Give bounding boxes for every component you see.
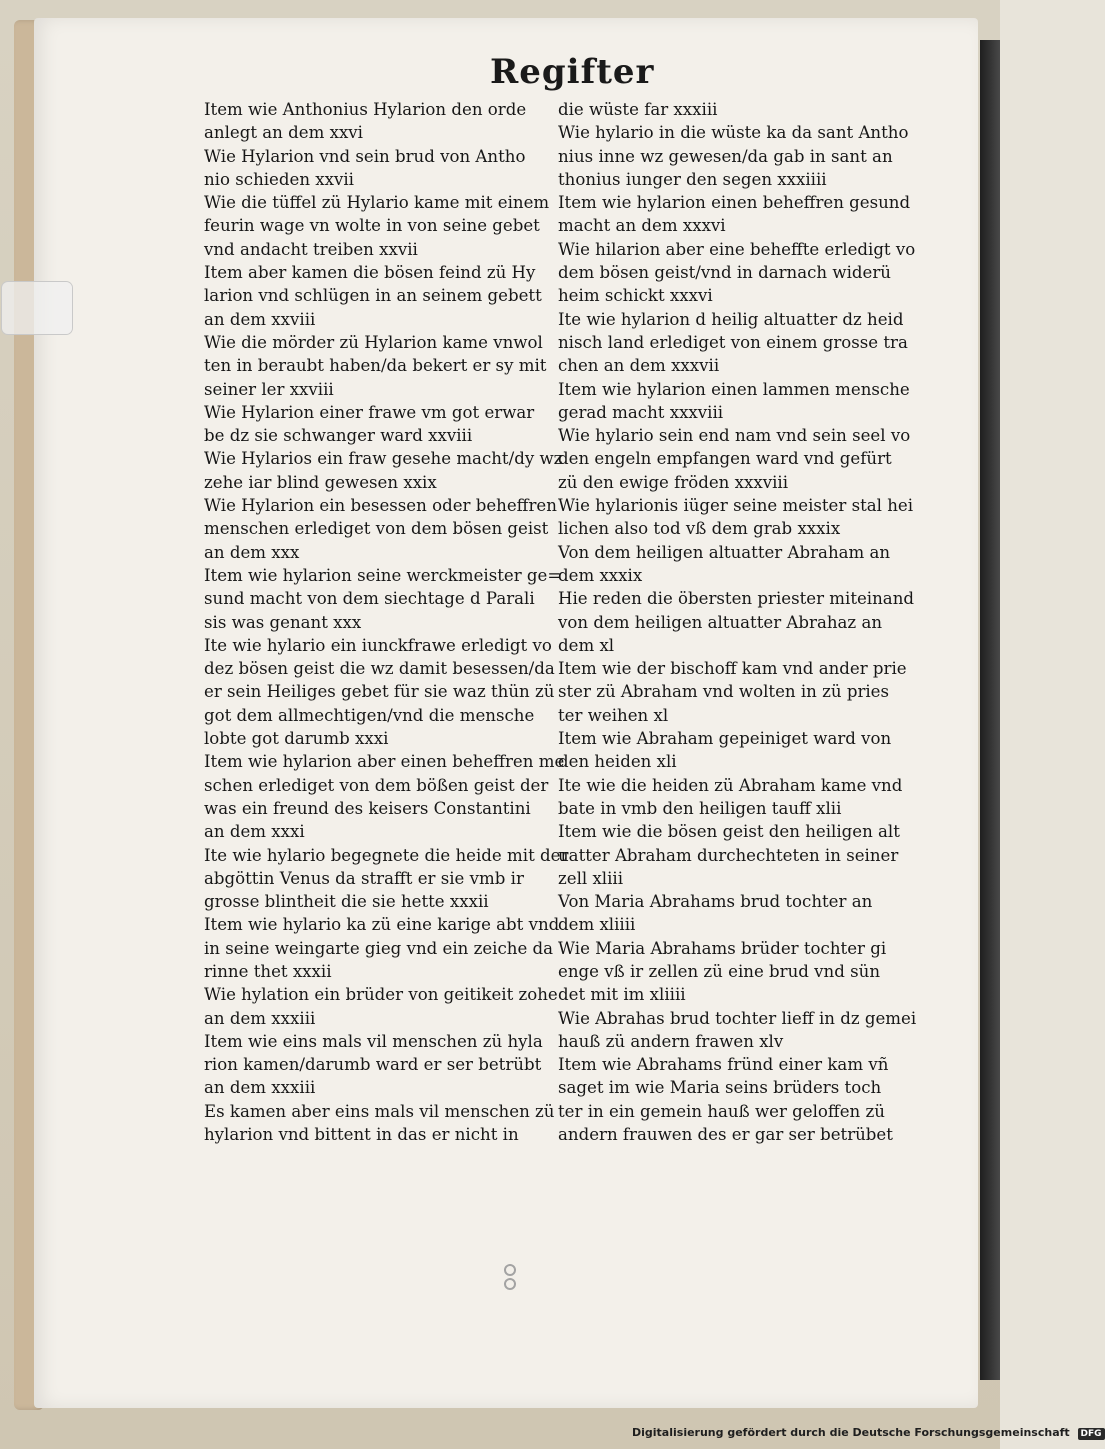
register-line: det mit im xliiii [558, 985, 686, 1005]
register-line: an dem xxviii [204, 309, 316, 329]
register-line: be dz sie schwanger ward xxviii [204, 426, 473, 446]
register-line: Item wie die bösen geist den heiligen alt [558, 822, 900, 842]
register-line: Item wie der bischoff kam vnd ander prie [558, 659, 907, 679]
register-line: rion kamen/darumb ward er ser betrübt [204, 1055, 542, 1075]
register-line: Von Maria Abrahams brud tochter an [558, 892, 873, 912]
register-line: Item wie hylarion aber einen beheffren me [204, 752, 565, 772]
register-line: den heiden xli [558, 752, 677, 772]
register-line: Ite wie hylario ein iunckfrawe erledigt vo [204, 635, 552, 655]
register-line: Item wie hylario ka zü eine karige abt vnd [204, 915, 560, 935]
register-line: uatter Abraham durchechteten in seiner [558, 845, 899, 865]
register-line: Item wie Abraham gepeiniget ward von [558, 729, 892, 749]
register-line: Wie Maria Abrahams brüder tochter gi [558, 938, 887, 958]
register-line: dem xliiii [558, 915, 636, 935]
register-line: Ite wie die heiden zü Abraham kame vnd [558, 775, 903, 795]
mark-dot [504, 1264, 516, 1276]
register-line: lichen also tod vß dem grab xxxix [558, 519, 841, 539]
register-line: bate in vmb den heiligen tauff xlii [558, 798, 842, 818]
register-line: thonius iunger den segen xxxiiii [558, 169, 827, 189]
register-line: heim schickt xxxvi [558, 286, 713, 306]
register-line: macht an dem xxxvi [558, 216, 726, 236]
register-line: was ein freund des keisers Constantini [204, 798, 531, 818]
register-line: larion vnd schlügen in an seinem gebett [204, 286, 542, 306]
register-line: Hie reden die öbersten priester miteinand [558, 589, 915, 609]
adjacent-page-edge [980, 40, 1000, 1380]
register-line: Es kamen aber eins mals vil menschen zü [204, 1101, 555, 1121]
register-line: Ite wie hylarion d heilig altuatter dz heid [558, 309, 904, 329]
footer-text: Digitalisierung gefördert durch die Deutsche Forschungsgemeinschaft [632, 1426, 1070, 1439]
register-line: Wie Hylarion ein besessen oder beheffren [204, 496, 557, 516]
register-line: Wie hylario sein end nam vnd sein seel vo [558, 426, 911, 446]
register-line: andern frauwen des er gar ser betrübet [558, 1125, 893, 1145]
register-line: an dem xxx [204, 542, 300, 562]
left-column [204, 98, 569, 1146]
register-line: feurin wage vn wolte in von seine gebet [204, 216, 540, 236]
register-line: gerad macht xxxviii [558, 402, 724, 422]
register-line: dez bösen geist die wz damit besessen/da [204, 659, 555, 679]
register-line: von dem heiligen altuatter Abrahaz an [558, 612, 883, 632]
register-line: seiner ler xxviii [204, 379, 334, 399]
register-line: Wie hylation ein brüder von geitikeit zohe [204, 985, 558, 1005]
register-line: lobte got darumb xxxi [204, 729, 389, 749]
mark-dot [504, 1278, 516, 1290]
register-line: ter in ein gemein hauß wer geloffen zü [558, 1101, 885, 1121]
register-line: got dem allmechtigen/vnd die mensche [204, 705, 535, 725]
register-line: Item wie hylarion seine werckmeister ge= [204, 565, 562, 585]
register-line: an dem xxxiii [204, 1008, 316, 1028]
register-line: Wie die mörder zü Hylarion kame vnwol [204, 332, 543, 352]
register-line: abgöttin Venus da strafft er sie vmb ir [204, 868, 524, 888]
register-line: dem bösen geist/vnd in darnach widerü [558, 263, 891, 283]
register-line: enge vß ir zellen zü eine brud vnd sün [558, 961, 881, 981]
register-line: Item aber kamen die bösen feind zü Hy [204, 263, 536, 283]
footer [632, 1426, 1105, 1440]
register-line: Von dem heiligen altuatter Abraham an [558, 542, 891, 562]
register-line: Wie die tüffel zü Hylario kame mit einem [204, 193, 550, 213]
page-clip [2, 282, 72, 334]
register-line: ster zü Abraham vnd wolten in zü pries [558, 682, 890, 702]
register-line: Item wie Anthonius Hylarion den orde [204, 100, 527, 119]
register-line: Wie Abrahas brud tochter lieff in dz gemei [558, 1008, 917, 1028]
register-line: in seine weingarte gieg vnd ein zeiche da [204, 938, 554, 958]
register-line: an dem xxxi [204, 822, 305, 842]
register-line: Wie Hylarion vnd sein brud von Antho [204, 146, 526, 166]
register-line: saget im wie Maria seins brüders toch [558, 1078, 882, 1098]
register-line: Item wie hylarion einen beheffren gesund [558, 193, 911, 213]
register-line: menschen erlediget von dem bösen geist [204, 519, 549, 539]
register-line: hylarion vnd bittent in das er nicht in [204, 1125, 519, 1145]
register-line: die wüste far xxxiii [558, 100, 718, 119]
register-line: vnd andacht treiben xxvii [204, 239, 418, 259]
register-line: Item wie hylarion einen lammen mensche [558, 379, 910, 399]
register-line: Ite wie hylario begegnete die heide mit der [204, 845, 569, 865]
register-line: Wie Hylarion einer frawe vm got erwar [204, 402, 535, 422]
register-line: hauß zü andern frawen xlv [558, 1031, 784, 1051]
register-line: Item wie eins mals vil menschen zü hyla [204, 1031, 543, 1051]
register-line: sund macht von dem siechtage d Parali [204, 589, 535, 609]
register-line: sis was genant xxx [204, 612, 362, 632]
register-line: Wie hylarionis iüger seine meister stal hei [558, 496, 914, 516]
register-line: Wie Hylarios ein fraw gesehe macht/dy wz [204, 449, 563, 469]
register-line: Item wie Abrahams fründ einer kam vñ [558, 1055, 889, 1075]
register-line: Wie hilarion aber eine beheffte erledigt vo [558, 239, 916, 259]
register-line: schen erlediget von dem bößen geist der [204, 775, 549, 795]
bottom-marks [501, 1262, 519, 1302]
register-line: er sein Heiliges gebet für sie waz thün zü [204, 682, 555, 702]
register-line: nisch land erlediget von einem grosse tra [558, 332, 908, 352]
register-line: dem xxxix [558, 565, 643, 585]
register-line: ter weihen xl [558, 705, 669, 725]
register-line: rinne thet xxxii [204, 961, 332, 981]
register-line: den engeln empfangen ward vnd gefürt [558, 449, 892, 469]
register-line: an dem xxxiii [204, 1078, 316, 1098]
register-line: grosse blintheit die sie hette xxxii [204, 892, 489, 912]
right-column [558, 98, 917, 1146]
register-line: dem xl [558, 635, 615, 655]
register-line: nius inne wz gewesen/da gab in sant an [558, 146, 893, 166]
register-line: zü den ewige fröden xxxviii [558, 472, 788, 492]
register-line: Wie hylario in die wüste ka da sant Antho [558, 123, 909, 143]
register-line: anlegt an dem xxvi [204, 123, 363, 143]
register-line: zell xliii [558, 868, 624, 888]
register-line: chen an dem xxxvii [558, 356, 720, 376]
register-line: nio schieden xxvii [204, 169, 354, 189]
register-line: zehe iar blind gewesen xxix [204, 472, 437, 492]
dfg-logo: DFG [1078, 1428, 1105, 1440]
page-title: Regifter [490, 52, 655, 92]
register-line: ten in beraubt haben/da bekert er sy mit [204, 356, 547, 376]
